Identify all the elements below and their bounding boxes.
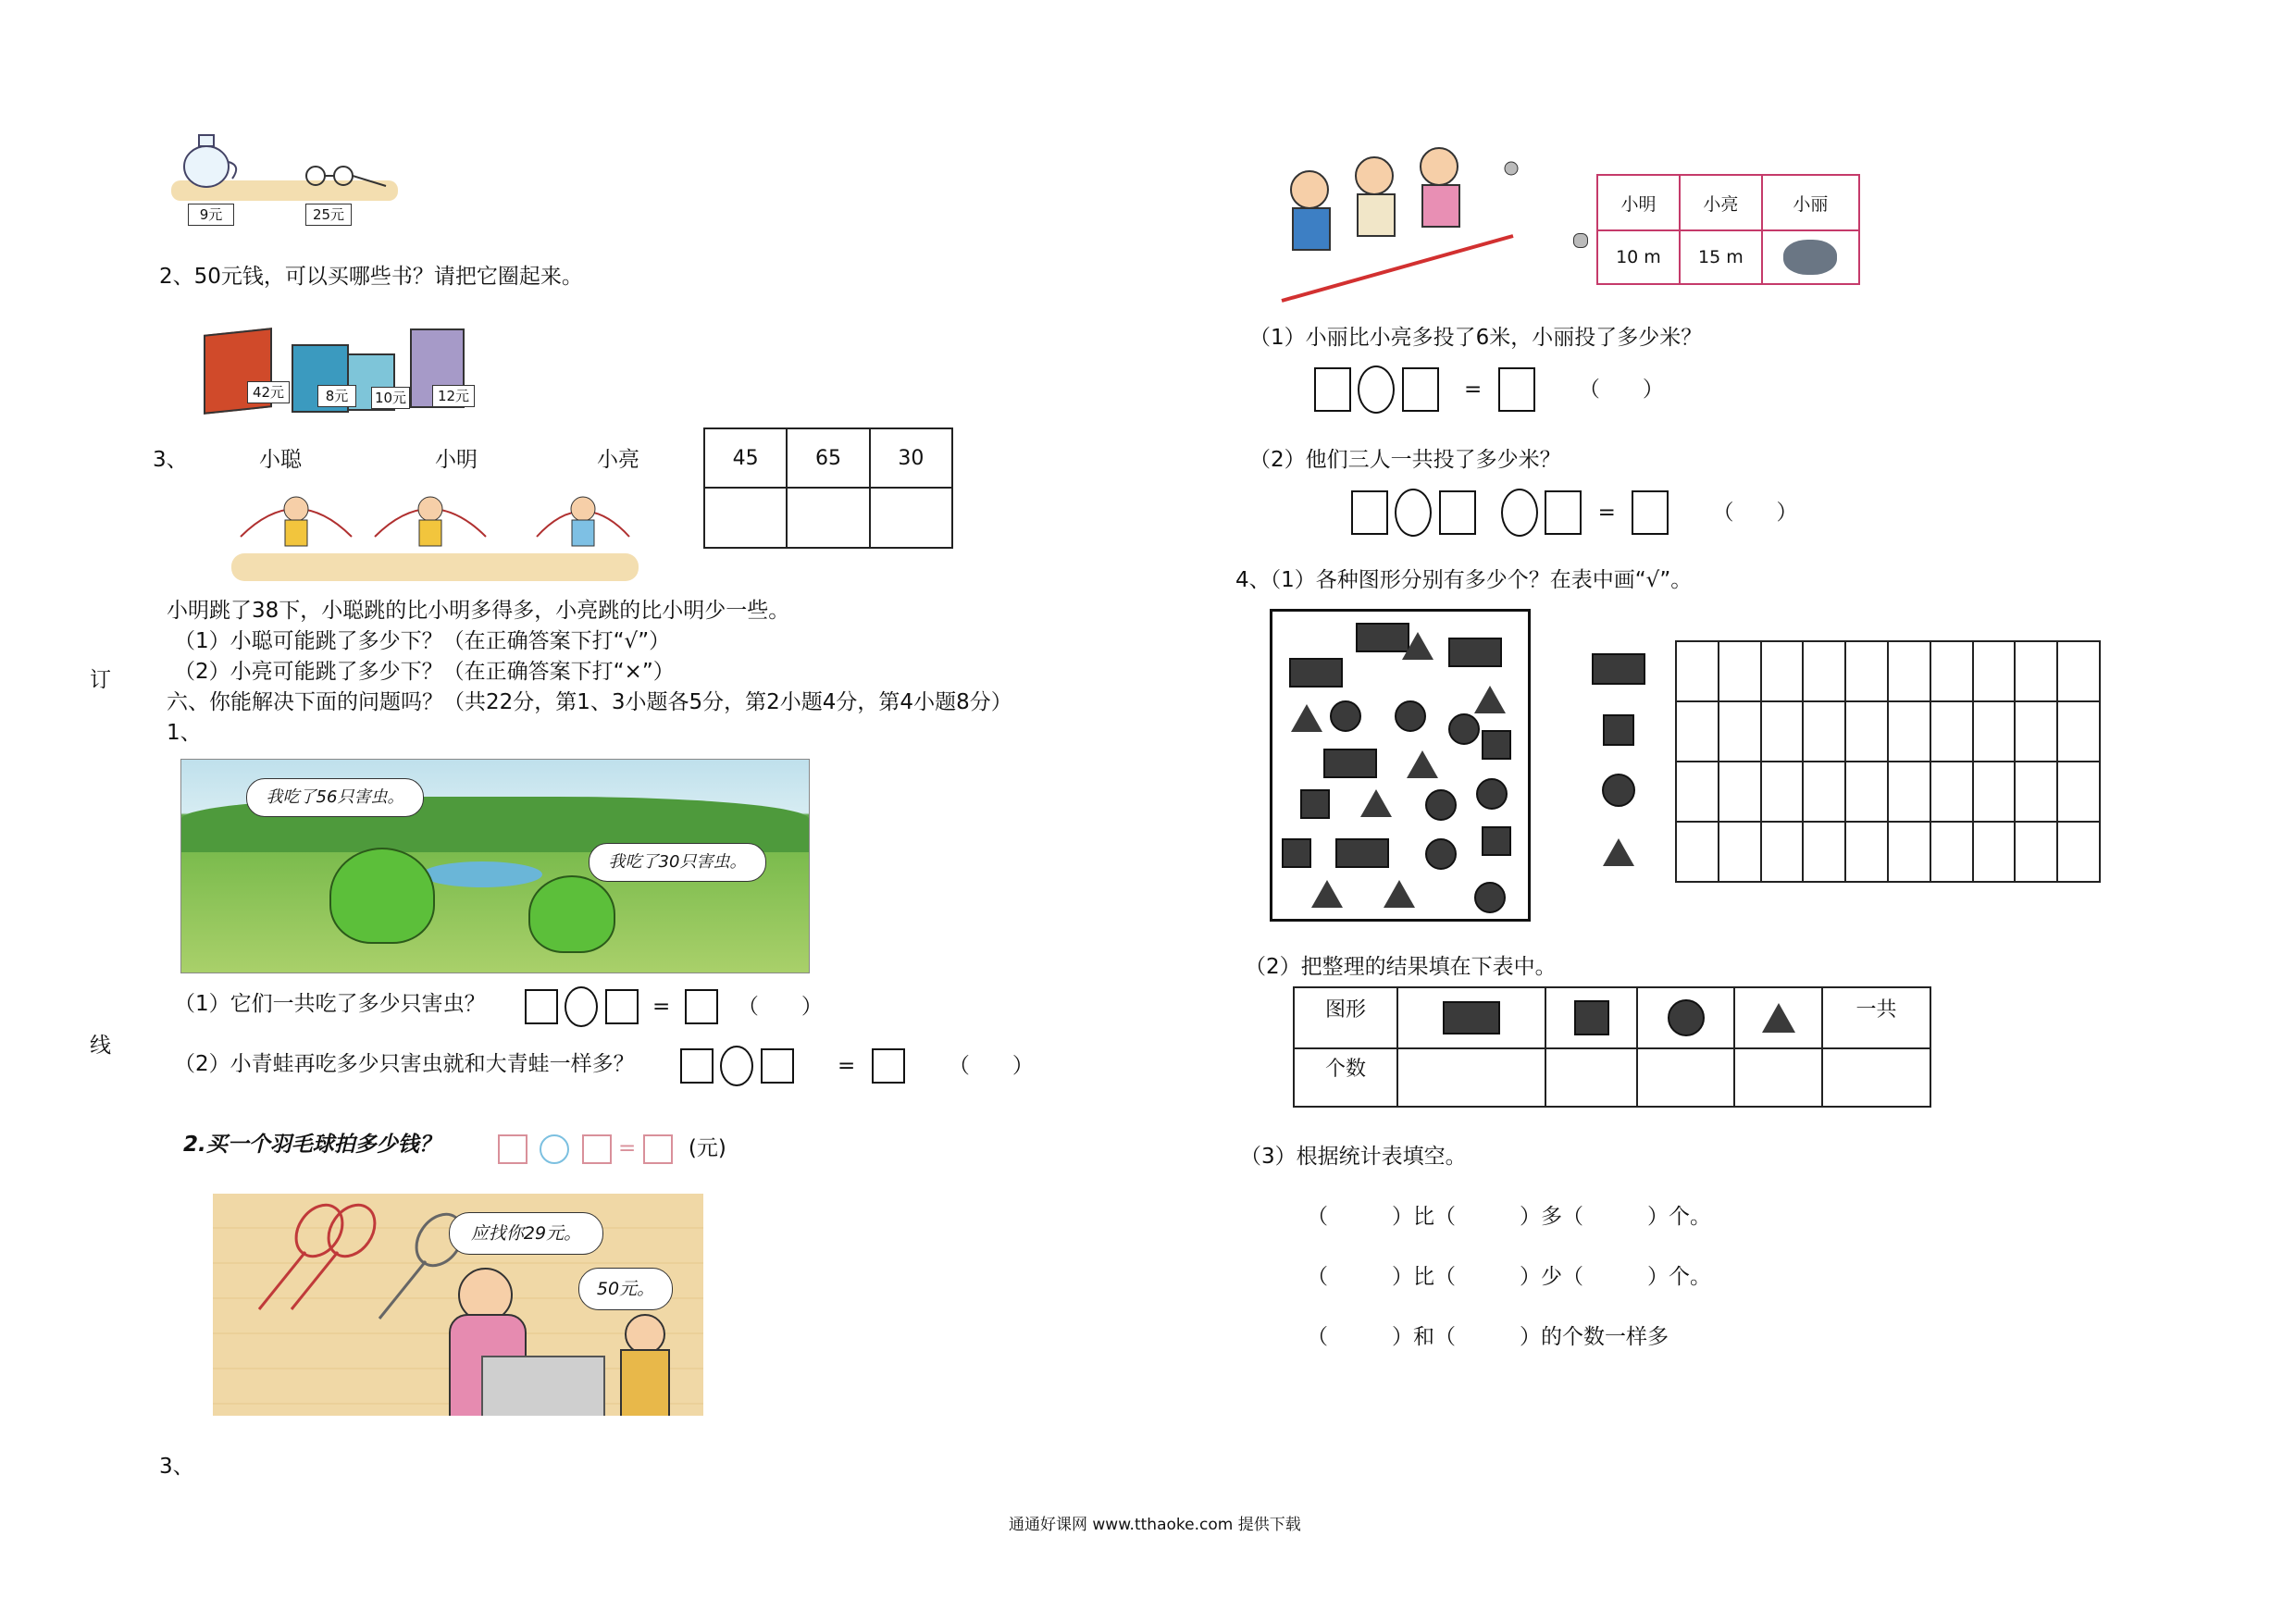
result-header-total: 一共 <box>1822 987 1930 1048</box>
question-2-text: 2、50元钱，可以买哪些书？请把它圈起来。 <box>159 265 583 289</box>
question-4-title: 4、（1）各种图形分别有多少个？在表中画“√”。 <box>1235 568 1693 592</box>
rectangle-shape <box>1289 658 1343 688</box>
tally-cell[interactable] <box>1676 822 1719 882</box>
triangle-shape <box>1360 789 1392 817</box>
tally-cell[interactable] <box>1973 822 2016 882</box>
square-shape <box>1300 789 1330 819</box>
tally-cell[interactable] <box>1719 822 1761 882</box>
kid-name: 小明 <box>435 448 478 472</box>
answer-box[interactable] <box>1632 490 1669 535</box>
legend-square-icon <box>1603 714 1634 746</box>
legend-rectangle-icon <box>1592 653 1645 685</box>
triangle-shape <box>1291 704 1322 732</box>
operator-circle[interactable] <box>1395 489 1432 537</box>
equals-sign: = <box>652 994 671 1019</box>
unit-paren: （ ） <box>737 994 823 1019</box>
jump-count-cell: 30 <box>870 428 952 488</box>
tally-cell[interactable] <box>1930 701 1973 762</box>
answer-cell[interactable] <box>870 488 952 548</box>
result-count-cell[interactable] <box>1822 1048 1930 1107</box>
racket-question: 2.买一个羽毛球拍多少钱？ <box>183 1133 441 1157</box>
tally-cell[interactable] <box>1930 822 1973 882</box>
jump-count-table <box>703 427 953 549</box>
price-tag: 9元 <box>188 204 234 226</box>
price-tag: 25元 <box>305 204 352 226</box>
circle-shape <box>1476 778 1508 810</box>
equals-sign: = <box>1463 377 1483 402</box>
tally-cell[interactable] <box>1676 701 1719 762</box>
fill-blank-same: （ ）和（ ）的个数一样多 <box>1307 1325 1669 1349</box>
tally-cell[interactable] <box>1973 641 2016 701</box>
question-4-sub3: （3）根据统计表填空。 <box>1240 1145 1467 1169</box>
tally-cell[interactable] <box>2015 762 2057 822</box>
kid-name: 小亮 <box>597 448 639 472</box>
question-4-sub2: （2）把整理的结果填在下表中。 <box>1245 955 1557 979</box>
tally-cell[interactable] <box>1761 701 1804 762</box>
result-header-rectangle <box>1397 987 1545 1048</box>
tally-cell[interactable] <box>2057 762 2100 822</box>
stone-icon <box>1573 233 1588 248</box>
tally-cell[interactable] <box>1719 641 1761 701</box>
question-3-text: 小明跳了38下，小聪跳的比小明多得多，小亮跳的比小明少一些。 <box>167 599 790 623</box>
kid-name: 小聪 <box>259 448 302 472</box>
throw-table-header: 小丽 <box>1762 175 1859 230</box>
throw-q2-equation <box>1351 489 1797 537</box>
fill-blank-less: （ ）比（ ）少（ ）个。 <box>1307 1265 1711 1289</box>
result-count-cell[interactable] <box>1545 1048 1638 1107</box>
answer-box[interactable] <box>643 1134 673 1164</box>
tally-cell[interactable] <box>1888 822 1930 882</box>
result-table <box>1293 986 1931 1108</box>
book-price-tag: 10元 <box>371 387 410 409</box>
question-3-sub2: （2）小亮可能跳了多少下？（在正确答案下打“×”） <box>174 660 675 684</box>
tally-grid <box>1675 640 2101 883</box>
operator-circle[interactable] <box>720 1046 753 1086</box>
legend-triangle-icon <box>1603 838 1634 866</box>
tally-cell[interactable] <box>1761 641 1804 701</box>
frog-speech-bubble: 我吃了30只害虫。 <box>589 843 766 882</box>
triangle-shape <box>1402 632 1433 660</box>
rectangle-shape <box>1335 838 1389 868</box>
answer-box[interactable] <box>1351 490 1388 535</box>
rectangle-shape <box>1448 638 1502 667</box>
legend-circle-icon <box>1602 774 1635 807</box>
unit-paren: （ ） <box>1578 377 1664 402</box>
tally-cell[interactable] <box>1888 641 1930 701</box>
frog-question-2: （2）小青蛙再吃多少只害虫就和大青蛙一样多？ <box>174 1052 635 1076</box>
shapes-box <box>1270 609 1531 922</box>
answer-box[interactable] <box>605 989 639 1024</box>
tally-cell[interactable] <box>2015 641 2057 701</box>
answer-box[interactable] <box>582 1134 612 1164</box>
jump-count-cell: 45 <box>704 428 787 488</box>
racket-equation <box>498 1131 726 1164</box>
tally-cell[interactable] <box>1845 822 1888 882</box>
shop-speech-bubble: 应找你29元。 <box>449 1212 603 1255</box>
tally-cell[interactable] <box>2015 822 2057 882</box>
square-shape <box>1482 730 1511 760</box>
tally-cell[interactable] <box>1845 641 1888 701</box>
footer-source: 通通好课网 www.tthaoke.com 提供下载 <box>1009 1516 1301 1534</box>
throw-question-1: （1）小丽比小亮多投了6米，小丽投了多少米？ <box>1249 326 1703 350</box>
binding-margin-ding: 订 <box>90 668 111 692</box>
tally-cell[interactable] <box>1719 701 1761 762</box>
circle-shape <box>1474 882 1506 913</box>
answer-box[interactable] <box>1439 490 1476 535</box>
circle-shape <box>1448 713 1480 745</box>
operator-circle[interactable] <box>1358 365 1395 414</box>
circle-shape <box>1330 700 1361 732</box>
tally-cell[interactable] <box>1973 762 2016 822</box>
tally-cell[interactable] <box>1973 701 2016 762</box>
result-header-shape: 图形 <box>1294 987 1397 1048</box>
circle-shape <box>1395 700 1426 732</box>
answer-cell[interactable] <box>704 488 787 548</box>
tally-cell[interactable] <box>1888 701 1930 762</box>
result-header-square <box>1545 987 1638 1048</box>
hidden-value-blot <box>1762 230 1859 284</box>
result-count-cell[interactable] <box>1734 1048 1822 1107</box>
shop-speech-bubble: 50元。 <box>578 1268 673 1310</box>
tally-cell[interactable] <box>1803 822 1845 882</box>
answer-box[interactable] <box>680 1048 714 1084</box>
circle-shape <box>1425 838 1457 870</box>
throwing-kids-illustration <box>1272 139 1532 305</box>
equals-sign: = <box>837 1053 856 1078</box>
tally-cell[interactable] <box>2015 701 2057 762</box>
answer-box[interactable] <box>685 989 718 1024</box>
answer-box[interactable] <box>1498 367 1535 412</box>
result-header-triangle <box>1734 987 1822 1048</box>
binding-margin-xian: 线 <box>90 1034 111 1058</box>
racket-shop-illustration <box>213 1194 703 1416</box>
books-illustration <box>199 324 477 416</box>
tally-cell[interactable] <box>1803 762 1845 822</box>
tally-cell[interactable] <box>2057 641 2100 701</box>
throw-distance-table <box>1596 174 1860 285</box>
teapot-glasses-illustration <box>171 130 403 231</box>
question-3-sub1: （1）小聪可能跳了多少下？（在正确答案下打“√”） <box>174 629 671 653</box>
triangle-shape <box>1384 880 1415 908</box>
jump-count-cell: 65 <box>787 428 869 488</box>
throw-table-value: 15 m <box>1680 230 1762 284</box>
tally-cell[interactable] <box>1845 701 1888 762</box>
throw-table-header: 小亮 <box>1680 175 1762 230</box>
triangle-shape <box>1474 686 1506 713</box>
tally-cell[interactable] <box>1803 701 1845 762</box>
result-count-cell[interactable] <box>1637 1048 1734 1107</box>
jump-rope-illustration <box>231 481 643 583</box>
triangle-shape <box>1311 880 1343 908</box>
frog-q1-equation <box>525 986 823 1027</box>
circle-shape <box>1425 789 1457 821</box>
answer-box[interactable] <box>525 989 558 1024</box>
tally-cell[interactable] <box>1761 822 1804 882</box>
answer-box[interactable] <box>1314 367 1351 412</box>
frog-q2-equation <box>680 1046 1034 1086</box>
operator-circle[interactable] <box>540 1134 569 1164</box>
frogs-illustration <box>180 759 810 973</box>
tally-cell[interactable] <box>1676 641 1719 701</box>
square-shape <box>1282 838 1311 868</box>
result-count-cell[interactable] <box>1397 1048 1545 1107</box>
triangle-shape <box>1407 750 1438 778</box>
rectangle-shape <box>1323 749 1377 778</box>
operator-circle[interactable] <box>1501 489 1538 537</box>
result-header-circle <box>1637 987 1734 1048</box>
answer-box[interactable] <box>498 1134 527 1164</box>
tally-cell[interactable] <box>1761 762 1804 822</box>
tally-cell[interactable] <box>2057 701 2100 762</box>
result-row-label: 个数 <box>1294 1048 1397 1107</box>
equals-sign: = <box>1597 500 1616 525</box>
tally-cell[interactable] <box>1930 641 1973 701</box>
tally-cell[interactable] <box>1845 762 1888 822</box>
fill-blank-more: （ ）比（ ）多（ ）个。 <box>1307 1205 1711 1229</box>
answer-box[interactable] <box>872 1048 905 1084</box>
frog-question-1: （1）它们一共吃了多少只害虫？ <box>174 992 486 1016</box>
unit-label: (元) <box>688 1136 726 1160</box>
answer-cell[interactable] <box>787 488 869 548</box>
section-6-question-1: 1、 <box>167 721 202 745</box>
tally-cell[interactable] <box>1888 762 1930 822</box>
equals-sign: = <box>617 1136 637 1160</box>
operator-circle[interactable] <box>565 986 598 1027</box>
question-3-number: 3、 <box>153 448 188 472</box>
throw-table-value: 10 m <box>1597 230 1680 284</box>
unit-paren: （ ） <box>948 1053 1034 1078</box>
answer-box[interactable] <box>761 1048 794 1084</box>
big-frog <box>329 848 435 944</box>
small-frog <box>528 875 615 953</box>
answer-box[interactable] <box>1545 490 1582 535</box>
square-shape <box>1482 826 1511 856</box>
book-price-tag: 12元 <box>432 385 475 407</box>
unit-paren: （ ） <box>1712 500 1798 525</box>
section-6-heading: 六、你能解决下面的问题吗？（共22分，第1、3小题各5分，第2小题4分，第4小题8分） <box>167 690 1012 714</box>
tally-cell[interactable] <box>1930 762 1973 822</box>
frog-speech-bubble: 我吃了56只害虫。 <box>246 778 424 817</box>
tally-cell[interactable] <box>1676 762 1719 822</box>
throw-q1-equation <box>1314 365 1664 414</box>
tally-cell[interactable] <box>1803 641 1845 701</box>
throw-table-header: 小明 <box>1597 175 1680 230</box>
tally-cell[interactable] <box>1719 762 1761 822</box>
answer-box[interactable] <box>1402 367 1439 412</box>
tally-cell[interactable] <box>2057 822 2100 882</box>
book-price-tag: 8元 <box>317 385 356 407</box>
throw-question-2: （2）他们三人一共投了多少米？ <box>1249 448 1561 472</box>
book-price-tag: 42元 <box>247 381 290 403</box>
question-3-bottom: 3、 <box>159 1455 194 1479</box>
